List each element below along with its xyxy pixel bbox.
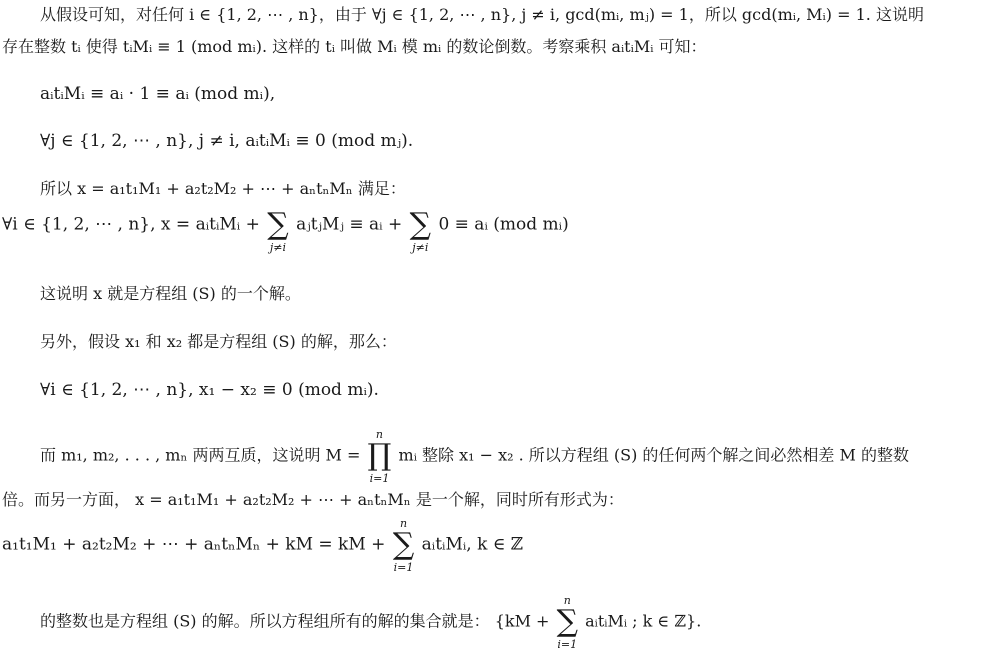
summation-upper-limit: n xyxy=(399,517,408,530)
paragraph-1-line-1: 从假设可知，对任何 i ∈ {1, 2, ⋯ , n}，由于 ∀j ∈ {1, 2, ⋯ , n}, j ≠ i, gcd(mᵢ, mⱼ) = 1，所以 gcd(mᵢ, Mᵢ) = 1. 这说明 xyxy=(40,5,924,24)
summation-symbol: ∑ n i=1 xyxy=(392,517,415,574)
summation-lower-limit: i=1 xyxy=(557,638,578,651)
equation-5-part-b: aᵢtᵢMᵢ, k ∈ ℤ xyxy=(421,534,524,555)
equation-3 xyxy=(2,207,569,254)
summation-lower-limit: j≠i xyxy=(269,241,287,254)
equation-4: ∀i ∈ {1, 2, ⋯ , n}, x₁ − x₂ ≡ 0 (mod mᵢ). xyxy=(40,380,379,400)
paragraph-5-part-b: mᵢ 整除 x₁ − x₂ . 所以方程组 (S) 的任何两个解之间必然相差 M 的整数 xyxy=(398,445,909,465)
summation-lower-limit: j≠i xyxy=(412,241,429,254)
summation-symbol: ∑ j≠i xyxy=(267,207,289,254)
paragraph-5-line-1 xyxy=(40,428,909,485)
equation-5 xyxy=(2,517,524,574)
product-lower-limit: i=1 xyxy=(369,472,390,485)
paragraph-4: 另外，假设 x₁ 和 x₂ 都是方程组 (S) 的解，那么： xyxy=(40,332,397,351)
paragraph-6 xyxy=(40,594,702,651)
summation-symbol: ∑ j≠i xyxy=(409,207,432,254)
equation-2: ∀j ∈ {1, 2, ⋯ , n}, j ≠ i, aᵢtᵢMᵢ ≡ 0 (mod mⱼ). xyxy=(40,131,414,151)
summation-symbol: ∑ n i=1 xyxy=(556,594,578,651)
product-upper-limit: n xyxy=(375,428,384,441)
equation-3-part-b: aⱼtⱼMⱼ ≡ aᵢ + xyxy=(296,214,403,235)
paragraph-5-part-a: 而 m₁, m₂, . . . , mₙ 两两互质，这说明 M = xyxy=(40,445,361,465)
equation-3-part-c: 0 ≡ aᵢ (mod mᵢ) xyxy=(438,214,569,235)
paragraph-3: 这说明 x 就是方程组 (S) 的一个解。 xyxy=(40,284,301,303)
paragraph-5-line-2: 倍。而另一方面， x = a₁t₁M₁ + a₂t₂M₂ + ⋯ + aₙtₙMₙ 是一个解，同时所有形式为： xyxy=(2,490,624,509)
paragraph-6-part-b: aᵢtᵢMᵢ ; k ∈ ℤ}. xyxy=(585,611,702,631)
paragraph-1-line-2: 存在整数 tᵢ 使得 tᵢMᵢ ≡ 1 (mod mᵢ). 这样的 tᵢ 叫做 Mᵢ 模 mᵢ 的数论倒数。考察乘积 aᵢtᵢMᵢ 可知： xyxy=(2,37,707,56)
product-symbol: ∏ n i=1 xyxy=(367,428,392,485)
paragraph-6-part-a: 的整数也是方程组 (S) 的解。所以方程组所有的解的集合就是： {kM + xyxy=(40,611,550,631)
equation-3-part-a: ∀i ∈ {1, 2, ⋯ , n}, x = aᵢtᵢMᵢ + xyxy=(2,214,260,235)
equation-5-part-a: a₁t₁M₁ + a₂t₂M₂ + ⋯ + aₙtₙMₙ + kM = kM + xyxy=(2,534,386,555)
summation-lower-limit: i=1 xyxy=(393,561,414,574)
summation-upper-limit: n xyxy=(563,594,571,607)
equation-1: aᵢtᵢMᵢ ≡ aᵢ · 1 ≡ aᵢ (mod mᵢ), xyxy=(40,84,276,104)
paragraph-2-line-1: 所以 x = a₁t₁M₁ + a₂t₂M₂ + ⋯ + aₙtₙMₙ 满足： xyxy=(40,179,406,198)
